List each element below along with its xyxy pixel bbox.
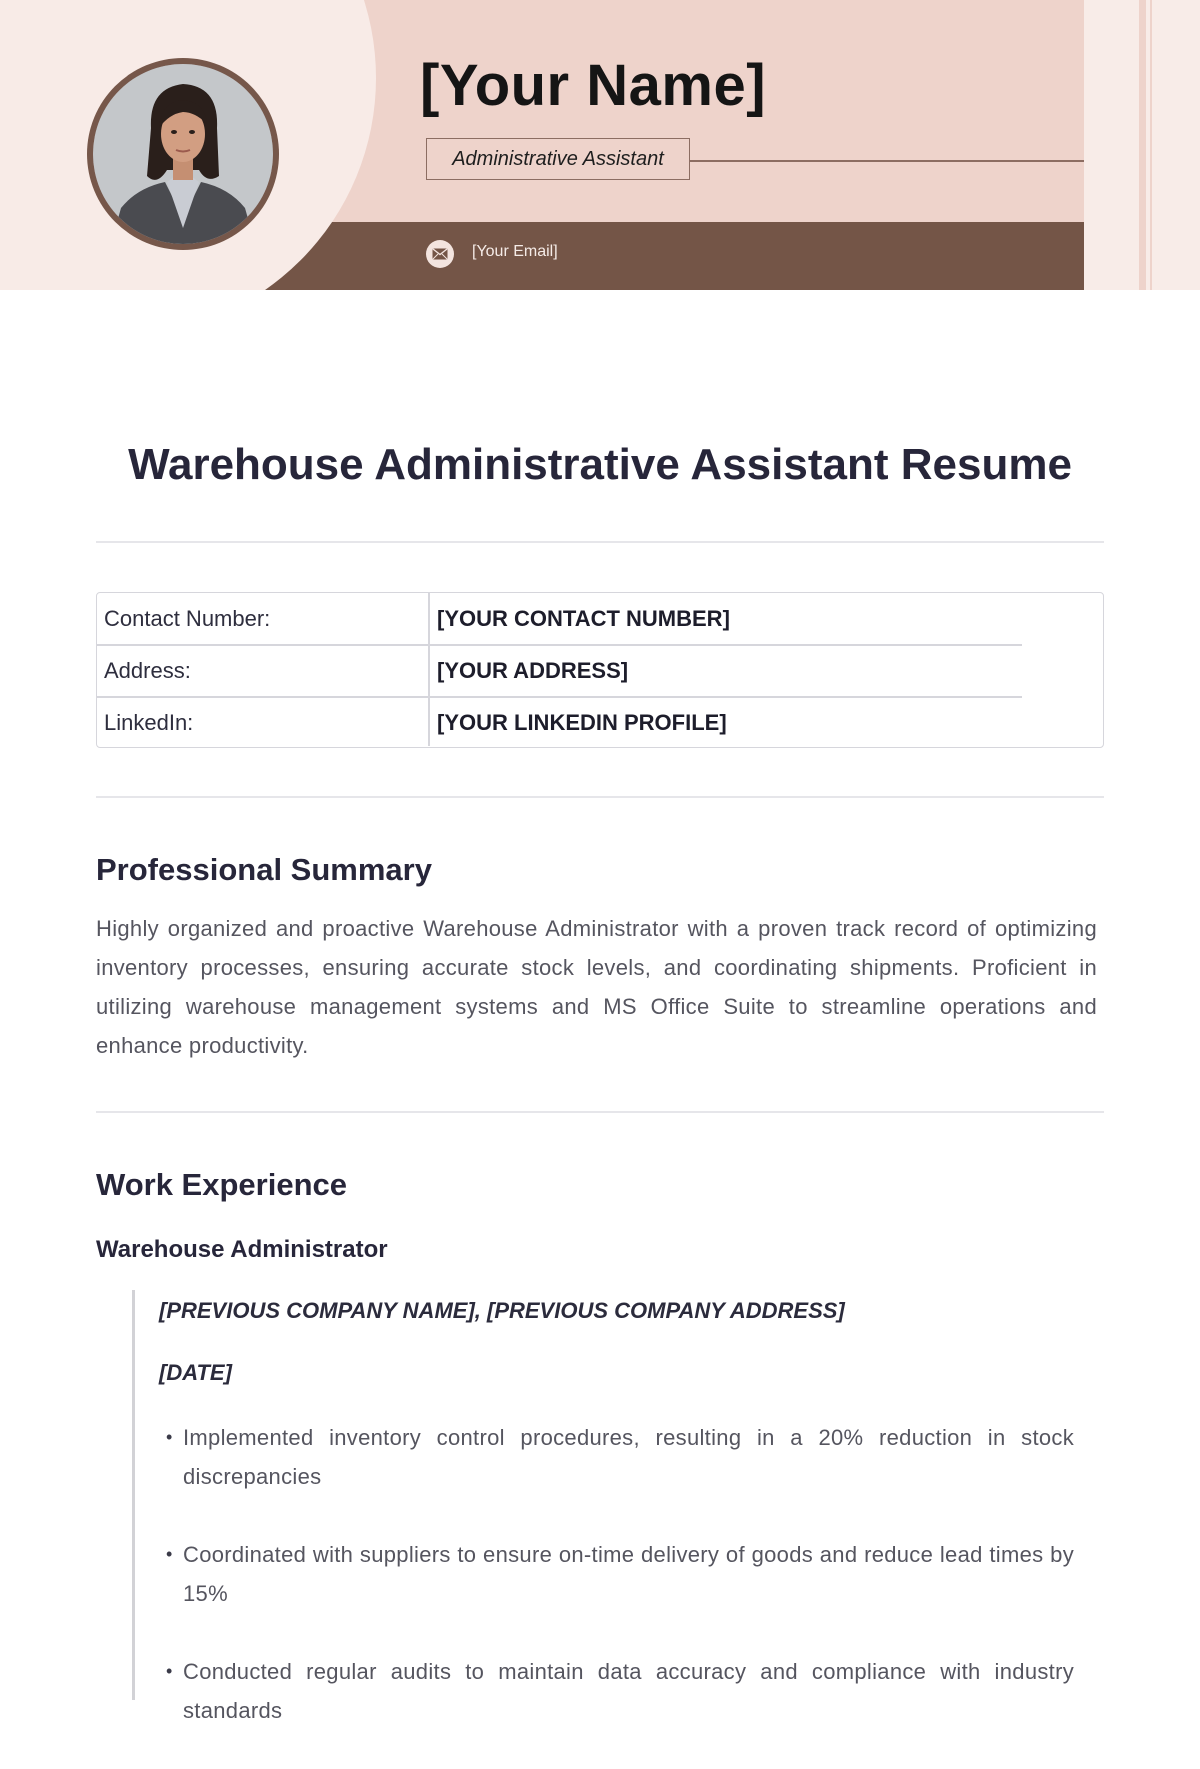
- contact-number-value: [YOUR CONTACT NUMBER]: [437, 606, 730, 631]
- linkedin-value: [YOUR LINKEDIN PROFILE]: [437, 710, 727, 735]
- job-date: [DATE]: [159, 1360, 232, 1385]
- contact-number-label: Contact Number:: [104, 606, 271, 631]
- divider: [96, 541, 1104, 543]
- divider: [96, 796, 1104, 798]
- summary-text: Highly organized and proactive Warehouse Administrator with a proven track record of optimizing inventory processes, ensuring accurate stock levels, and coordinating shipments. Proficient in utilizing warehouse management systems and MS Office Suite to streamline operations and enhance productivity.: [96, 916, 1097, 1058]
- email-icon: [426, 240, 454, 268]
- job-bullets: [166, 1418, 1074, 1769]
- decorative-stripe: [1139, 0, 1146, 290]
- divider: [96, 1111, 1104, 1113]
- person-icon: [87, 58, 279, 250]
- profile-photo: [87, 58, 279, 250]
- experience-heading: Work Experience: [96, 1167, 347, 1202]
- list-item: • Conducted regular audits to maintain data accuracy and compliance with industry standards: [166, 1652, 1074, 1730]
- list-item: • Coordinated with suppliers to ensure on-time delivery of goods and reduce lead times by 15%: [166, 1535, 1074, 1613]
- contact-table: [96, 592, 1104, 748]
- decorative-stripe: [1150, 0, 1152, 290]
- candidate-name: [Your Name]: [420, 53, 767, 118]
- address-label: Address:: [104, 658, 191, 683]
- job-role-label: Administrative Assistant: [426, 138, 690, 180]
- linkedin-label: LinkedIn:: [104, 710, 194, 735]
- table-row: [97, 697, 1102, 749]
- summary-heading: Professional Summary: [96, 852, 432, 887]
- list-item: • Implemented inventory control procedures, resulting in a 20% reduction in stock discrepancies: [166, 1418, 1074, 1496]
- address-value: [YOUR ADDRESS]: [437, 658, 629, 683]
- divider-line: [690, 160, 1084, 162]
- job-block-rule: [132, 1290, 135, 1700]
- page-title: Warehouse Administrative Assistant Resume: [128, 440, 1072, 489]
- table-row: [97, 645, 1102, 697]
- header-banner: [0, 0, 1200, 290]
- company-name: [PREVIOUS COMPANY NAME], [PREVIOUS COMPANY ADDRESS]: [159, 1298, 845, 1323]
- table-row: [97, 593, 1102, 645]
- job-title: Warehouse Administrator: [96, 1236, 388, 1263]
- email-address[interactable]: [Your Email]: [472, 243, 558, 260]
